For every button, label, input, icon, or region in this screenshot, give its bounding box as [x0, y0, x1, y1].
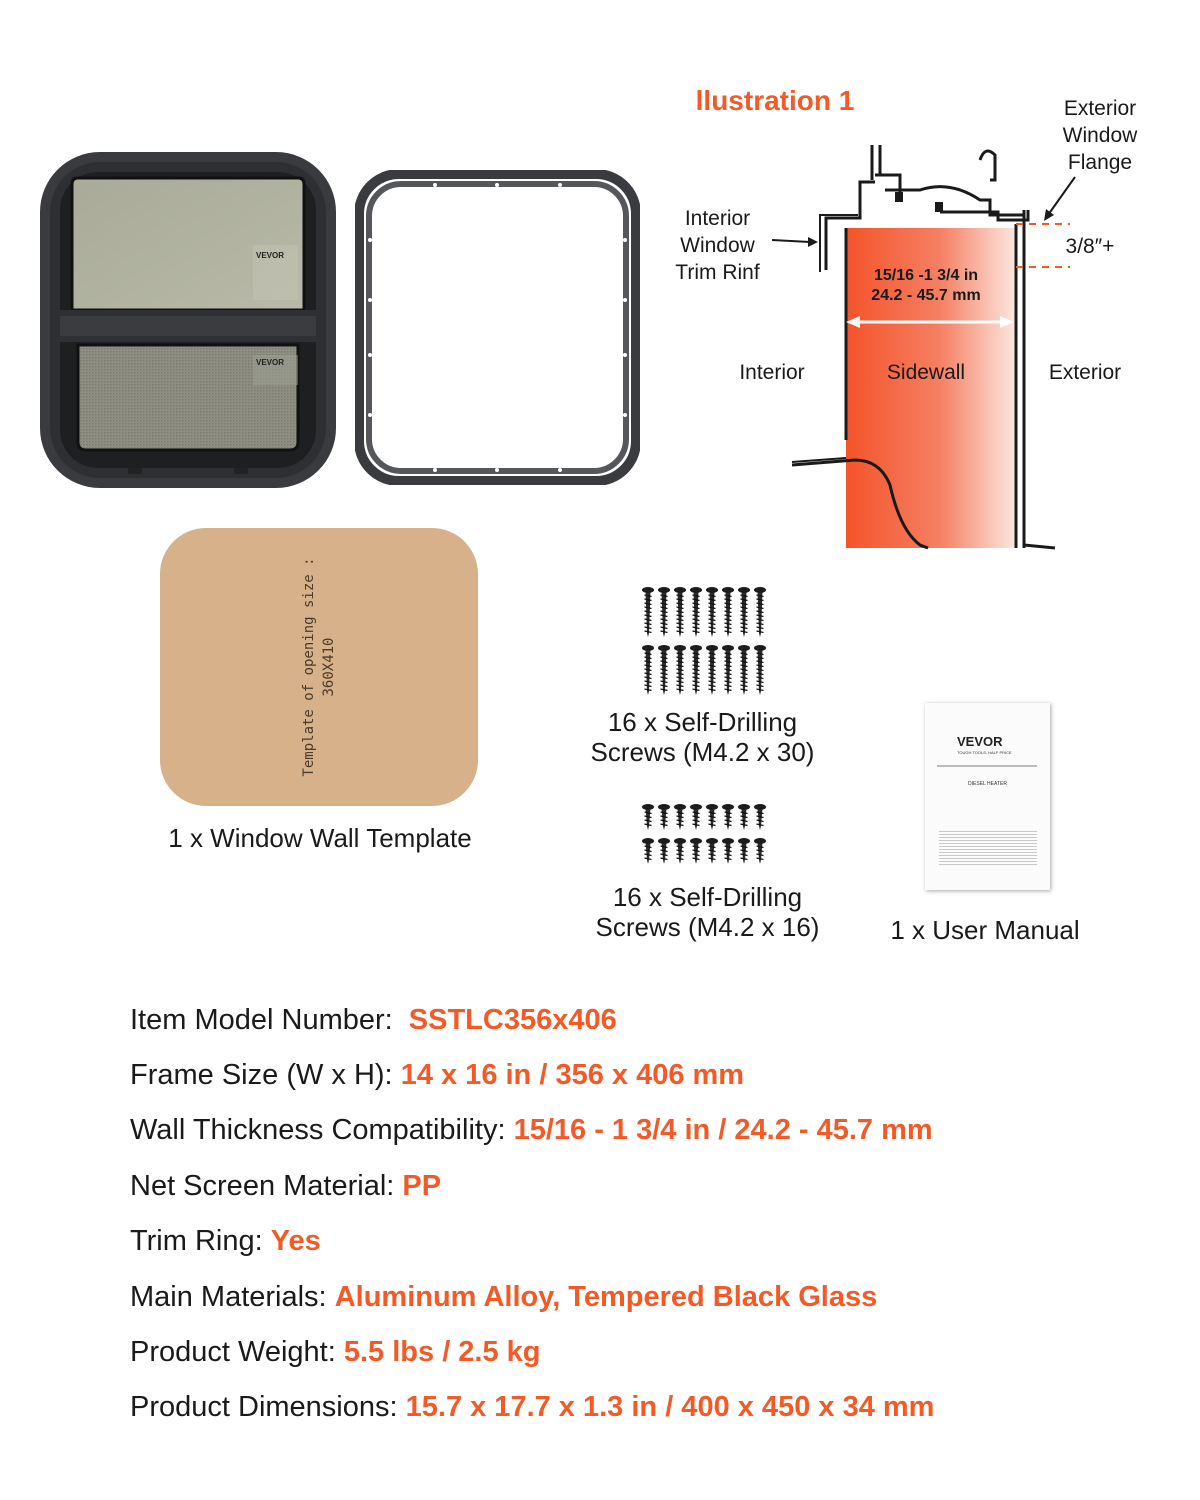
wall-template-text-line1: Template of opening size :	[301, 557, 317, 777]
screw-icon	[674, 804, 686, 830]
window-product-image	[38, 150, 338, 490]
screw-icon	[690, 804, 702, 830]
screw-icon	[738, 587, 750, 637]
screw-icon	[738, 838, 750, 864]
screw-icon	[674, 838, 686, 864]
manual-subline	[937, 765, 1037, 767]
screw-icon	[706, 587, 718, 637]
spec-label: Main Materials:	[130, 1281, 327, 1313]
screw-icon	[738, 645, 750, 695]
screw-icon	[690, 838, 702, 864]
exterior-flange-label-line3: Flange	[1067, 151, 1133, 174]
svg-text:VEVOR: VEVOR	[256, 358, 285, 367]
exterior-flange-label-line1: Exterior	[1063, 97, 1137, 120]
thickness-label	[846, 266, 1006, 306]
screw-icon	[674, 587, 686, 637]
screws-16-image	[640, 800, 775, 870]
screw-icon	[754, 804, 766, 830]
screw-icon	[642, 838, 654, 864]
screw-icon	[706, 645, 718, 695]
interior-trim-label-line2: Window	[680, 234, 755, 257]
manual-tagline: TOUGH TOOLS, HALF PRICE	[957, 750, 1012, 755]
illustration-title: llustration 1	[695, 85, 855, 116]
manual-brand: VEVOR	[957, 734, 1003, 749]
spec-value: Aluminum Alloy, Tempered Black Glass	[334, 1281, 878, 1313]
wall-template-caption: 1 x Window Wall Template	[168, 823, 472, 853]
manual-body-text	[939, 829, 1037, 865]
thickness-inch: 15/16 -1 3/4 in	[873, 267, 979, 284]
screws-30-caption-line1: 16 x Self-Drilling	[607, 707, 798, 737]
screw-icon	[722, 804, 734, 830]
screws-16-caption	[565, 882, 850, 942]
spec-value: PP	[402, 1170, 442, 1202]
interior-label: Interior	[739, 361, 805, 384]
interior-trim-label-line3: Trim Rinf	[675, 261, 760, 284]
spec-value: 14 x 16 in / 356 x 406 mm	[400, 1059, 745, 1091]
exterior-flange-label	[1045, 95, 1155, 176]
screw-icon	[754, 838, 766, 864]
exterior-flange-label-line2: Window	[1062, 124, 1138, 147]
screws-16-caption-line2: Screws (M4.2 x 16)	[595, 912, 820, 942]
interior-trim-label-line1: Interior	[684, 207, 751, 230]
spec-wall-thickness	[130, 1114, 933, 1147]
spec-label: Net Screen Material:	[130, 1170, 395, 1202]
wall-template-text-line2: 360X410	[321, 637, 337, 697]
screws-30-caption	[560, 707, 845, 767]
spec-product-dimensions	[130, 1391, 934, 1424]
offset-label: 3/8″+	[1065, 235, 1115, 258]
screw-icon	[658, 804, 670, 830]
screw-icon	[738, 804, 750, 830]
spec-label: Frame Size (W x H):	[130, 1059, 393, 1091]
interior-trim-label	[660, 205, 775, 286]
user-manual-caption: 1 x User Manual	[890, 915, 1080, 945]
screw-icon	[706, 804, 718, 830]
screw-icon	[754, 587, 766, 637]
screws-30-image	[640, 583, 775, 701]
spec-label: Wall Thickness Compatibility:	[130, 1114, 506, 1146]
sidewall-diagram	[780, 140, 1070, 555]
screw-icon	[642, 645, 654, 695]
wall-template-image	[160, 528, 478, 806]
screw-icon	[658, 838, 670, 864]
screw-icon	[706, 838, 718, 864]
spec-label: Trim Ring:	[130, 1225, 263, 1257]
screw-icon	[674, 645, 686, 695]
thickness-mm: 24.2 - 45.7 mm	[871, 287, 981, 304]
screw-icon	[658, 645, 670, 695]
spec-model-number	[130, 1004, 617, 1037]
user-manual-image	[925, 703, 1050, 890]
spec-label: Product Weight:	[130, 1336, 336, 1368]
exterior-label: Exterior	[1048, 361, 1122, 384]
screw-icon	[690, 587, 702, 637]
sidewall-label: Sidewall	[886, 361, 966, 384]
spec-trim-ring	[130, 1225, 321, 1258]
screws-16-caption-line1: 16 x Self-Drilling	[612, 882, 803, 912]
screw-icon	[722, 587, 734, 637]
spec-value: 15/16 - 1 3/4 in / 24.2 - 45.7 mm	[513, 1114, 933, 1146]
spec-net-screen	[130, 1170, 441, 1203]
screws-30-caption-line2: Screws (M4.2 x 30)	[590, 737, 815, 767]
spec-frame-size	[130, 1059, 744, 1092]
screw-icon	[722, 838, 734, 864]
screw-icon	[754, 645, 766, 695]
screw-icon	[658, 587, 670, 637]
manual-title: DIESEL HEATER	[968, 781, 1007, 787]
screw-icon	[722, 645, 734, 695]
spec-value: SSTLC356x406	[408, 1004, 617, 1036]
screw-icon	[642, 587, 654, 637]
screw-icon	[690, 645, 702, 695]
spec-value: 15.7 x 17.7 x 1.3 in / 400 x 450 x 34 mm	[405, 1391, 935, 1423]
spec-product-weight	[130, 1336, 541, 1369]
spec-value: Yes	[270, 1225, 321, 1257]
wall-template-text	[299, 537, 339, 797]
spec-label: Product Dimensions:	[130, 1391, 398, 1423]
trim-arrow	[770, 232, 820, 252]
screw-icon	[642, 804, 654, 830]
svg-text:VEVOR: VEVOR	[256, 251, 285, 260]
spec-value: 5.5 lbs / 2.5 kg	[343, 1336, 541, 1368]
flange-arrow	[1040, 175, 1080, 225]
trim-ring-image	[355, 170, 640, 485]
spec-main-materials	[130, 1281, 877, 1314]
spec-label: Item Model Number:	[130, 1004, 393, 1036]
